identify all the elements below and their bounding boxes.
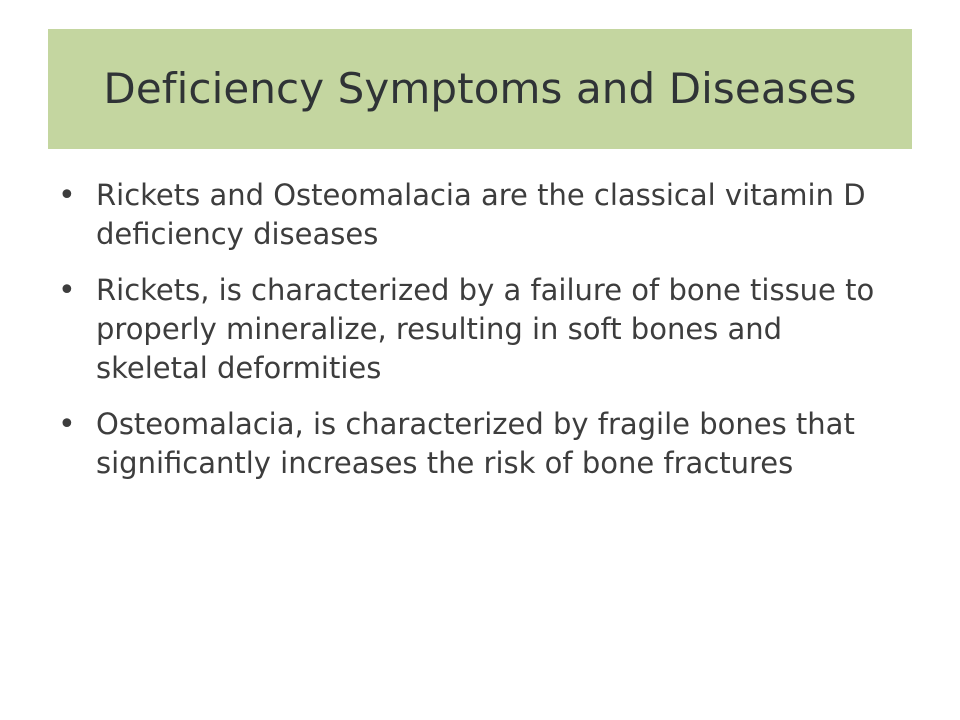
bullet-icon: • [58,178,76,213]
bullet-item-1 [58,176,878,254]
bullet-item-2 [58,271,878,388]
bullet-list [58,176,878,483]
bullet-item-3 [58,405,878,483]
slide-content [58,176,878,500]
bullet-icon: • [58,273,76,308]
bullet-text: Rickets and Osteomalacia are the classical vitamin D deficiency diseases [96,178,866,251]
bullet-text: Osteomalacia, is characterized by fragile bones that significantly increases the risk of bone fractures [96,407,855,480]
title-bar [48,29,912,149]
bullet-text: Rickets, is characterized by a failure of bone tissue to properly mineralize, resulting in soft bones and skeletal deformities [96,273,875,385]
slide-title: Deficiency Symptoms and Diseases [103,63,857,113]
bullet-icon: • [58,407,76,442]
